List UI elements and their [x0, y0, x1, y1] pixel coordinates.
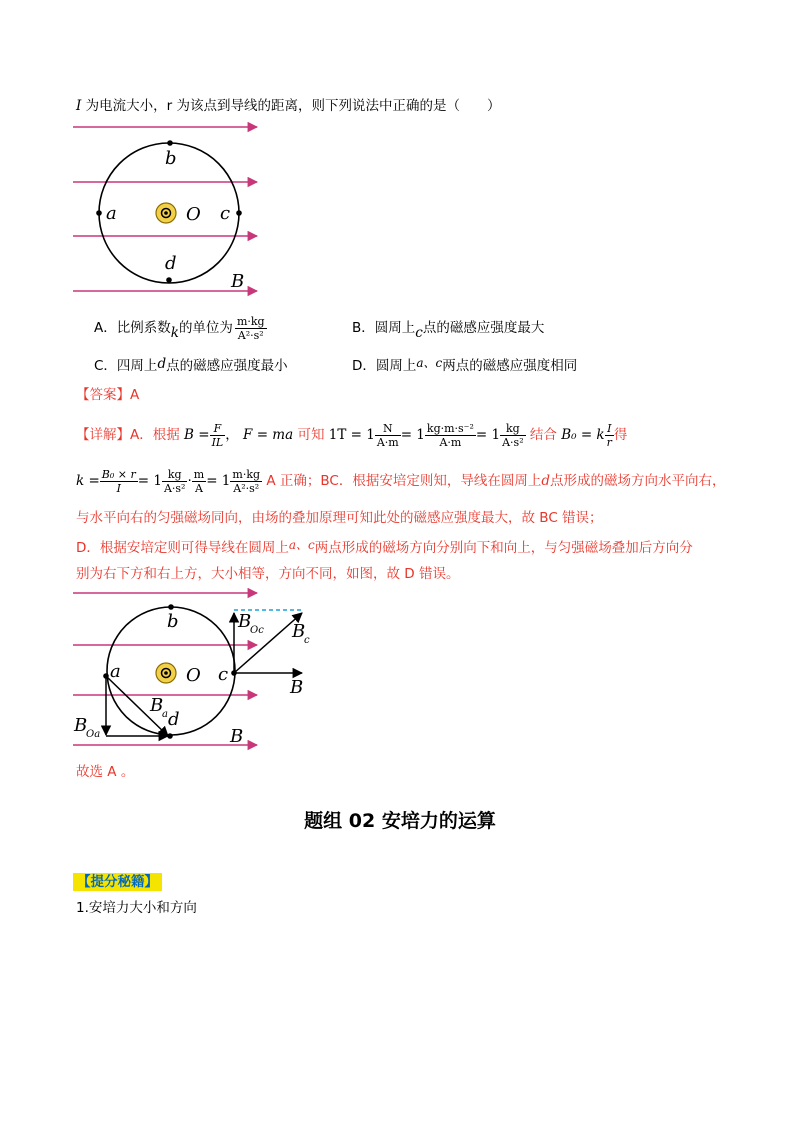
svg-text:B: B [290, 677, 304, 698]
svg-text:B: B [238, 611, 252, 632]
question-stem [76, 96, 500, 116]
label-B: B [231, 271, 245, 292]
svg-text:a: a [110, 661, 121, 682]
svg-text:Oc: Oc [250, 625, 264, 636]
detail-line-3: 与水平向右的匀强磁场同向，由场的叠加原理可知此处的磁感应强度最大，故 BC 错误； [76, 510, 603, 526]
svg-text:B: B [230, 726, 244, 747]
svg-text:d: d [168, 709, 180, 730]
tip-badge: 【提分秘籍】 [73, 870, 162, 890]
svg-text:O: O [186, 665, 201, 686]
detail-line-1: 【详解】A．根据 B = $\frac{F}{IL}$ ， F = ma 可知 1T = 1 $\frac{N}{A\cdot m}$ = 1 $\frac{\text{kg·m·s⁻²}}{A\cdot m}$ = 1 $\frac{kg}{\text{A·s²}}$ 结合 B₀ = k $\frac{I}{r}$ 得 [76, 421, 628, 449]
point-d [166, 277, 172, 283]
option-B[interactable]: B．圆周上c点的磁感应强度最大 [352, 320, 545, 341]
label-c: c [220, 203, 231, 224]
svg-text:Oa: Oa [86, 729, 101, 740]
svg-text:b: b [167, 611, 179, 632]
question-text: 为电流大小，r 为该点到导线的距离，则下列说法中正确的是（ ） [85, 98, 501, 114]
detail-line-5: 别为右下方和右上方，大小相等，方向不同，如图，故 D 错误。 [76, 566, 460, 582]
point-b [167, 140, 173, 146]
option-C[interactable]: C．四周上d点的磁感应强度最小 [94, 356, 288, 374]
figure-2 [70, 585, 330, 755]
svg-text:c: c [218, 664, 229, 685]
svg-text:B: B [292, 621, 306, 642]
svg-text:B: B [74, 715, 88, 736]
item-1: 1.安培力大小和方向 [76, 900, 197, 916]
label-b: b [165, 148, 177, 169]
option-A[interactable]: A．比例系数k的单位为 $\frac{m\cdot kg}{\text{A²·s²}}$ [94, 314, 265, 342]
section-title: 题组 02 安培力的运算 [304, 810, 496, 832]
detail-line-4: D．根据安培定则可得导线在圆周上a、c两点形成的磁场方向分别向下和向上，与匀强磁场叠加后方向分 [76, 538, 693, 556]
answer [76, 385, 139, 405]
option-D[interactable]: D．圆周上a、c两点的磁感应强度相同 [352, 356, 578, 374]
label-a: a [106, 203, 117, 224]
point-a [96, 210, 102, 216]
svg-text:B: B [150, 695, 164, 716]
point-c [236, 210, 242, 216]
label-d: d [165, 253, 177, 274]
answer-value: A [130, 387, 140, 403]
svg-text:c: c [304, 635, 310, 646]
detail-line-2: k = $\frac{\text{B₀ × r}}{I}$ = 1 $\frac{kg}{\text{A·s²}}$ · $\frac{m}{A}$ = 1 $\frac{m\cdot kg}{\text{A²·s²}}$ A 正确；BC．根据安培定则知，导线在圆周上d点形成的磁场方向水平向右， [76, 467, 726, 495]
label-O: O [186, 204, 201, 225]
answer-label: 【答案】 [76, 387, 130, 403]
var-I: I [76, 98, 82, 114]
svg-text:a: a [162, 709, 168, 720]
figure-1 [70, 120, 270, 300]
choose-answer: 故选 A 。 [76, 764, 135, 780]
